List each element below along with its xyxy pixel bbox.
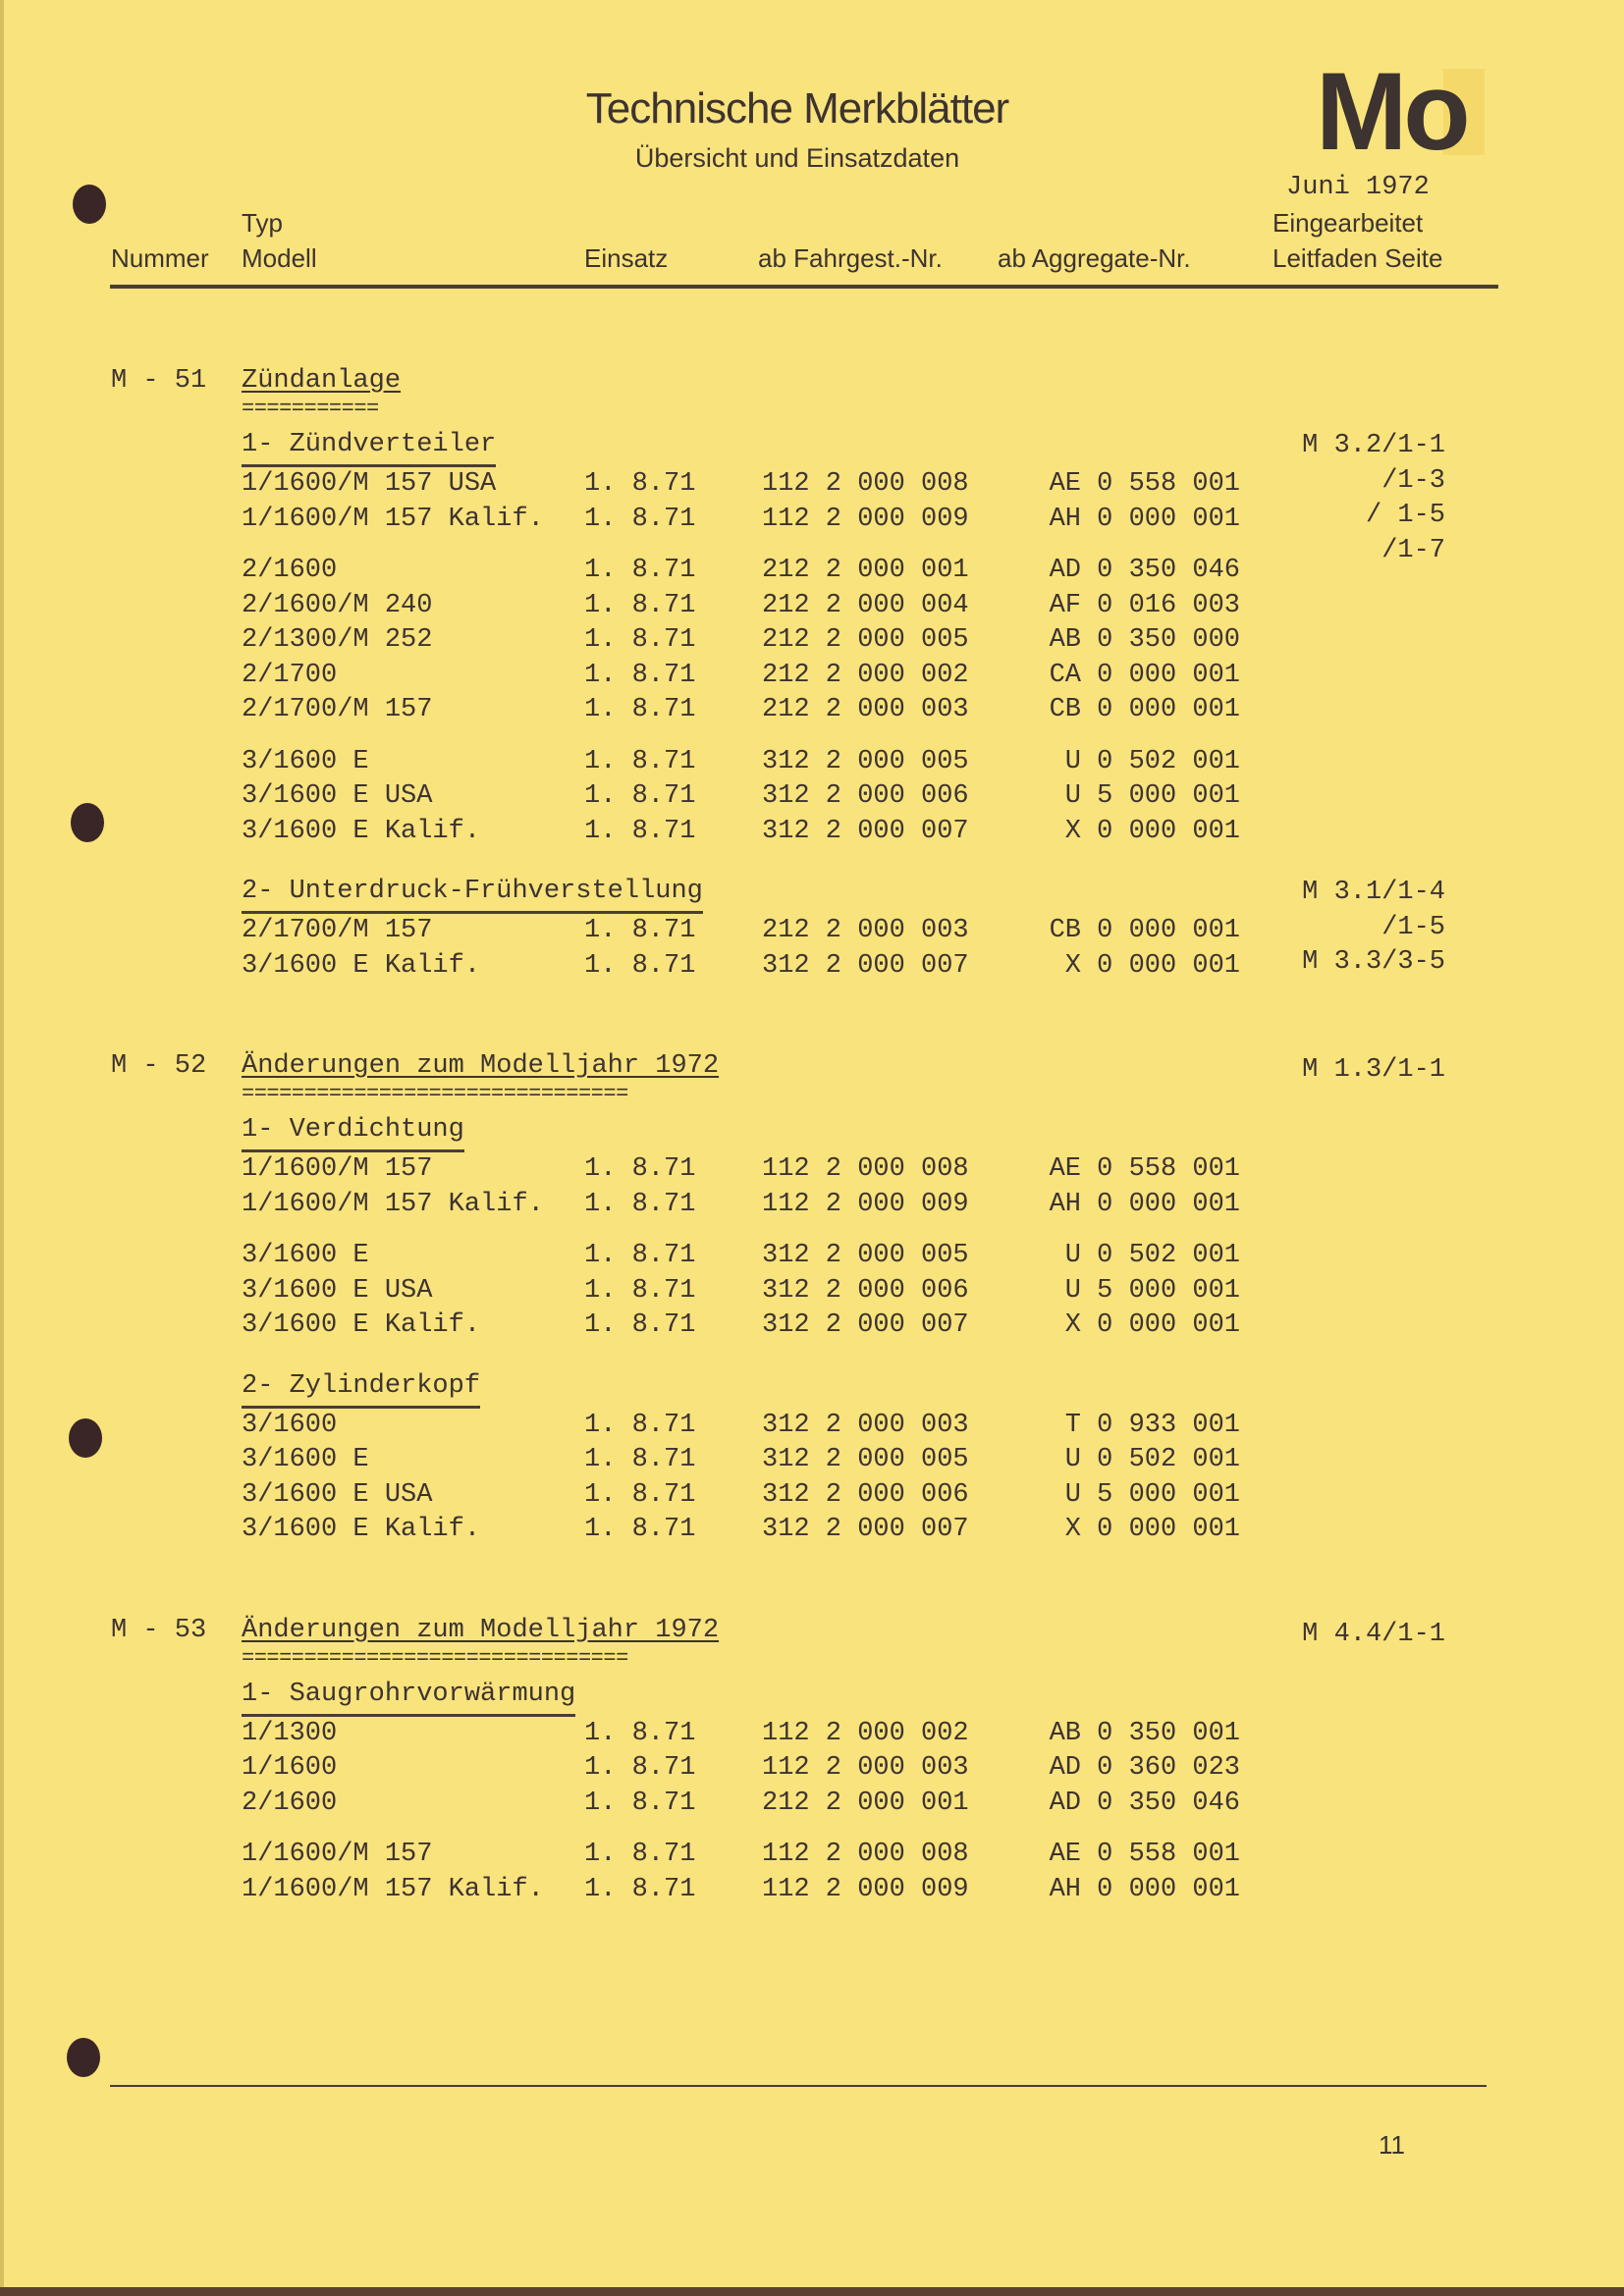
document-subtitle: Übersicht und Einsatzdaten bbox=[634, 143, 960, 173]
section bbox=[0, 1048, 1624, 1548]
table-row bbox=[0, 815, 1624, 850]
cell-modell: 2/1700 bbox=[242, 660, 338, 690]
table-row bbox=[0, 914, 1624, 949]
cell-fahrgest-nr: 312 2 000 006 bbox=[762, 781, 969, 811]
cell-einsatz: 1. 8.71 bbox=[584, 1874, 696, 1904]
cell-modell: 3/1600 E Kalif. bbox=[242, 1310, 481, 1340]
cell-aggregate-nr: AE 0 558 001 bbox=[1049, 469, 1240, 499]
document-title: Technische Merkblätter bbox=[585, 84, 1009, 133]
cell-aggregate-nr: X 0 000 001 bbox=[1064, 1310, 1240, 1340]
header-rule bbox=[110, 285, 1498, 289]
row-group bbox=[0, 467, 1624, 537]
cell-einsatz: 1. 8.71 bbox=[584, 1788, 696, 1818]
cell-modell: 1/1600/M 157 Kalif. bbox=[242, 504, 544, 534]
row-group bbox=[0, 1239, 1624, 1344]
cell-modell: 2/1300/M 252 bbox=[242, 625, 433, 655]
table-row bbox=[0, 1478, 1624, 1514]
cell-einsatz: 1. 8.71 bbox=[584, 1840, 696, 1869]
cell-modell: 1/1600/M 157 USA bbox=[242, 469, 497, 499]
cell-modell: 1/1300 bbox=[242, 1718, 338, 1748]
section-header bbox=[0, 1048, 1624, 1114]
row-group bbox=[0, 1152, 1624, 1222]
cell-fahrgest-nr: 312 2 000 005 bbox=[762, 1241, 969, 1270]
leitfaden-ref: /1-5 bbox=[1381, 912, 1445, 942]
cell-einsatz: 1. 8.71 bbox=[584, 1718, 696, 1748]
table-row bbox=[0, 1873, 1624, 1908]
cell-fahrgest-nr: 112 2 000 008 bbox=[762, 469, 969, 499]
section-header bbox=[0, 363, 1624, 429]
table-row bbox=[0, 1787, 1624, 1822]
leitfaden-ref: M 3.1/1-4 bbox=[1302, 878, 1445, 907]
cell-aggregate-nr: AB 0 350 001 bbox=[1049, 1718, 1240, 1748]
cell-fahrgest-nr: 112 2 000 009 bbox=[762, 504, 969, 534]
cell-einsatz: 1. 8.71 bbox=[584, 1189, 696, 1219]
table-row bbox=[0, 1308, 1624, 1344]
row-group bbox=[0, 1409, 1624, 1548]
cell-fahrgest-nr: 312 2 000 007 bbox=[762, 1310, 969, 1340]
col-header-leitfaden: Leitfaden Seite bbox=[1272, 243, 1443, 273]
subsection-heading bbox=[0, 1370, 1624, 1409]
cell-fahrgest-nr: 112 2 000 008 bbox=[762, 1840, 969, 1869]
table-row bbox=[0, 1188, 1624, 1223]
row-group bbox=[0, 745, 1624, 850]
cell-einsatz: 1. 8.71 bbox=[584, 916, 696, 945]
cell-aggregate-nr: AH 0 000 001 bbox=[1049, 1874, 1240, 1904]
row-group bbox=[0, 1717, 1624, 1822]
cell-aggregate-nr: U 5 000 001 bbox=[1064, 781, 1240, 811]
table-row bbox=[0, 1513, 1624, 1548]
table-row bbox=[0, 1239, 1624, 1274]
cell-fahrgest-nr: 312 2 000 007 bbox=[762, 950, 969, 981]
cell-modell: 3/1600 E USA bbox=[242, 1275, 433, 1306]
cell-aggregate-nr: X 0 000 001 bbox=[1064, 1515, 1240, 1544]
section-title: Änderungen zum Modelljahr 1972 bbox=[242, 1051, 720, 1081]
subsection bbox=[0, 429, 1624, 849]
cell-einsatz: 1. 8.71 bbox=[584, 556, 696, 585]
cell-aggregate-nr: X 0 000 001 bbox=[1064, 816, 1240, 846]
cell-einsatz: 1. 8.71 bbox=[584, 1753, 696, 1783]
cell-modell: 3/1600 E USA bbox=[242, 781, 433, 811]
document-date: Juni 1972 bbox=[1286, 173, 1430, 202]
subsection-title: 2- Zylinderkopf bbox=[242, 1370, 480, 1409]
cell-aggregate-nr: AH 0 000 001 bbox=[1049, 1189, 1240, 1219]
cell-einsatz: 1. 8.71 bbox=[584, 816, 696, 846]
table-row bbox=[0, 503, 1624, 538]
cell-modell: 3/1600 E Kalif. bbox=[242, 950, 481, 981]
cell-modell: 2/1700/M 157 bbox=[242, 916, 433, 945]
cell-einsatz: 1. 8.71 bbox=[584, 1515, 696, 1544]
cell-fahrgest-nr: 212 2 000 002 bbox=[762, 660, 969, 690]
subsection-heading bbox=[0, 1114, 1624, 1152]
cell-aggregate-nr: CA 0 000 001 bbox=[1049, 660, 1240, 690]
cell-fahrgest-nr: 212 2 000 001 bbox=[762, 556, 969, 585]
cell-fahrgest-nr: 312 2 000 007 bbox=[762, 1515, 969, 1544]
cell-modell: 1/1600/M 157 bbox=[242, 1154, 433, 1184]
col-header-typ: Typ bbox=[242, 208, 283, 238]
table-row bbox=[0, 1443, 1624, 1478]
table-row bbox=[0, 467, 1624, 503]
cell-fahrgest-nr: 212 2 000 004 bbox=[762, 590, 969, 620]
col-header-fahrgest: ab Fahrgest.-Nr. bbox=[758, 243, 943, 273]
subsection-heading bbox=[0, 1679, 1624, 1717]
cell-fahrgest-nr: 312 2 000 006 bbox=[762, 1479, 969, 1510]
table-row bbox=[0, 554, 1624, 589]
document-body bbox=[0, 363, 1624, 1972]
table-row bbox=[0, 745, 1624, 780]
subsection-title: 1- Saugrohrvorwärmung bbox=[242, 1679, 575, 1717]
cell-modell: 2/1600 bbox=[242, 1788, 338, 1818]
cell-modell: 2/1600 bbox=[242, 556, 338, 585]
cell-aggregate-nr: AD 0 360 023 bbox=[1049, 1753, 1240, 1783]
table-row bbox=[0, 779, 1624, 815]
cell-fahrgest-nr: 312 2 000 005 bbox=[762, 746, 969, 776]
leitfaden-ref: M 1.3/1-1 bbox=[1302, 1055, 1445, 1085]
section bbox=[0, 1613, 1624, 1908]
cell-fahrgest-nr: 312 2 000 003 bbox=[762, 1410, 969, 1440]
leitfaden-ref: M 3.2/1-1 bbox=[1302, 431, 1445, 460]
cell-einsatz: 1. 8.71 bbox=[584, 1154, 696, 1184]
cell-aggregate-nr: AD 0 350 046 bbox=[1049, 1788, 1240, 1818]
cell-aggregate-nr: U 0 502 001 bbox=[1064, 1241, 1240, 1270]
punch-hole bbox=[73, 185, 106, 224]
cell-fahrgest-nr: 112 2 000 009 bbox=[762, 1189, 969, 1219]
double-underline: =============================== bbox=[242, 1648, 628, 1669]
cell-modell: 3/1600 E bbox=[242, 746, 369, 776]
subsection-title: 1- Zündverteiler bbox=[242, 429, 496, 467]
cell-aggregate-nr: AD 0 350 046 bbox=[1049, 556, 1240, 585]
cell-aggregate-nr: AE 0 558 001 bbox=[1049, 1154, 1240, 1184]
cell-aggregate-nr: T 0 933 001 bbox=[1064, 1410, 1240, 1440]
section-title: Zündanlage bbox=[242, 366, 402, 396]
cell-aggregate-nr: U 5 000 001 bbox=[1064, 1479, 1240, 1510]
table-row bbox=[0, 589, 1624, 624]
cell-einsatz: 1. 8.71 bbox=[584, 590, 696, 620]
table-row bbox=[0, 1409, 1624, 1444]
cell-aggregate-nr: CB 0 000 001 bbox=[1049, 695, 1240, 724]
cell-einsatz: 1. 8.71 bbox=[584, 781, 696, 811]
cell-einsatz: 1. 8.71 bbox=[584, 1310, 696, 1340]
cell-einsatz: 1. 8.71 bbox=[584, 1410, 696, 1440]
double-underline: =============================== bbox=[242, 1085, 628, 1104]
cell-aggregate-nr: AF 0 016 003 bbox=[1049, 590, 1240, 620]
section-number: M - 51 bbox=[111, 366, 207, 396]
cell-fahrgest-nr: 112 2 000 008 bbox=[762, 1154, 969, 1184]
cell-einsatz: 1. 8.71 bbox=[584, 950, 696, 981]
col-header-aggregate: ab Aggregate-Nr. bbox=[998, 243, 1191, 273]
subsection-title: 1- Verdichtung bbox=[242, 1114, 464, 1152]
subsection bbox=[0, 1114, 1624, 1344]
cell-aggregate-nr: U 0 502 001 bbox=[1064, 1445, 1240, 1474]
cell-aggregate-nr: X 0 000 001 bbox=[1064, 950, 1240, 981]
cell-aggregate-nr: AE 0 558 001 bbox=[1049, 1840, 1240, 1869]
cell-fahrgest-nr: 112 2 000 003 bbox=[762, 1753, 969, 1783]
logo-mo: Mo bbox=[1316, 50, 1467, 173]
col-header-modell: Modell bbox=[242, 243, 317, 273]
cell-aggregate-nr: U 0 502 001 bbox=[1064, 746, 1240, 776]
subsection-title: 2- Unterdruck-Frühverstellung bbox=[242, 876, 703, 914]
cell-modell: 1/1600 bbox=[242, 1753, 338, 1783]
section-header bbox=[0, 1613, 1624, 1679]
cell-einsatz: 1. 8.71 bbox=[584, 1445, 696, 1474]
leitfaden-ref: /1-7 bbox=[1381, 535, 1445, 565]
leitfaden-ref: / 1-5 bbox=[1365, 501, 1445, 530]
cell-einsatz: 1. 8.71 bbox=[584, 746, 696, 776]
cell-fahrgest-nr: 112 2 000 002 bbox=[762, 1718, 969, 1748]
cell-modell: 3/1600 E bbox=[242, 1241, 369, 1270]
cell-modell: 1/1600/M 157 Kalif. bbox=[242, 1874, 544, 1904]
cell-modell: 1/1600/M 157 bbox=[242, 1840, 433, 1869]
table-row bbox=[0, 1838, 1624, 1873]
section-number: M - 52 bbox=[111, 1051, 207, 1081]
subsection bbox=[0, 876, 1624, 984]
cell-modell: 3/1600 E USA bbox=[242, 1479, 433, 1510]
cell-fahrgest-nr: 212 2 000 001 bbox=[762, 1788, 969, 1818]
cell-einsatz: 1. 8.71 bbox=[584, 1479, 696, 1510]
cell-modell: 2/1700/M 157 bbox=[242, 695, 433, 724]
cell-fahrgest-nr: 212 2 000 003 bbox=[762, 695, 969, 724]
section-title: Änderungen zum Modelljahr 1972 bbox=[242, 1615, 720, 1645]
cell-aggregate-nr: CB 0 000 001 bbox=[1049, 916, 1240, 945]
table-row bbox=[0, 1152, 1624, 1188]
cell-modell: 1/1600/M 157 Kalif. bbox=[242, 1189, 544, 1219]
row-group bbox=[0, 554, 1624, 728]
cell-einsatz: 1. 8.71 bbox=[584, 1241, 696, 1270]
cell-fahrgest-nr: 312 2 000 006 bbox=[762, 1275, 969, 1306]
col-header-einsatz: Einsatz bbox=[584, 243, 669, 273]
footer-rule bbox=[110, 2085, 1487, 2087]
cell-fahrgest-nr: 212 2 000 003 bbox=[762, 916, 969, 945]
section-number: M - 53 bbox=[111, 1615, 207, 1645]
table-row bbox=[0, 693, 1624, 728]
row-group bbox=[0, 914, 1624, 984]
col-header-nummer: Nummer bbox=[111, 243, 209, 273]
table-row bbox=[0, 1717, 1624, 1752]
leitfaden-ref: M 4.4/1-1 bbox=[1302, 1619, 1445, 1649]
double-underline: =========== bbox=[242, 400, 379, 419]
table-row bbox=[0, 1751, 1624, 1787]
cell-modell: 3/1600 E bbox=[242, 1445, 369, 1474]
cell-fahrgest-nr: 112 2 000 009 bbox=[762, 1874, 969, 1904]
row-group bbox=[0, 1838, 1624, 1907]
col-header-eingearbeitet: Eingearbeitet bbox=[1272, 208, 1424, 238]
subsection bbox=[0, 1370, 1624, 1548]
table-row bbox=[0, 1274, 1624, 1309]
page-number: 11 bbox=[1379, 2130, 1405, 2160]
cell-einsatz: 1. 8.71 bbox=[584, 469, 696, 499]
cell-aggregate-nr: AB 0 350 000 bbox=[1049, 625, 1240, 655]
subsection bbox=[0, 1679, 1624, 1908]
leitfaden-ref: /1-3 bbox=[1381, 465, 1445, 496]
leitfaden-ref: M 3.3/3-5 bbox=[1302, 947, 1445, 977]
cell-fahrgest-nr: 312 2 000 007 bbox=[762, 816, 969, 846]
table-row bbox=[0, 659, 1624, 694]
cell-modell: 2/1600/M 240 bbox=[242, 590, 433, 620]
table-row bbox=[0, 949, 1624, 985]
cell-fahrgest-nr: 312 2 000 005 bbox=[762, 1445, 969, 1474]
cell-einsatz: 1. 8.71 bbox=[584, 695, 696, 724]
cell-modell: 3/1600 E Kalif. bbox=[242, 1515, 481, 1544]
cell-modell: 3/1600 bbox=[242, 1410, 338, 1440]
cell-fahrgest-nr: 212 2 000 005 bbox=[762, 625, 969, 655]
cell-einsatz: 1. 8.71 bbox=[584, 504, 696, 534]
cell-einsatz: 1. 8.71 bbox=[584, 625, 696, 655]
cell-aggregate-nr: U 5 000 001 bbox=[1064, 1275, 1240, 1306]
scan-edge bbox=[0, 2287, 1624, 2296]
cell-einsatz: 1. 8.71 bbox=[584, 660, 696, 690]
cell-einsatz: 1. 8.71 bbox=[584, 1275, 696, 1306]
section bbox=[0, 363, 1624, 984]
table-row bbox=[0, 623, 1624, 659]
cell-modell: 3/1600 E Kalif. bbox=[242, 816, 481, 846]
cell-aggregate-nr: AH 0 000 001 bbox=[1049, 504, 1240, 534]
punch-hole bbox=[67, 2038, 100, 2077]
